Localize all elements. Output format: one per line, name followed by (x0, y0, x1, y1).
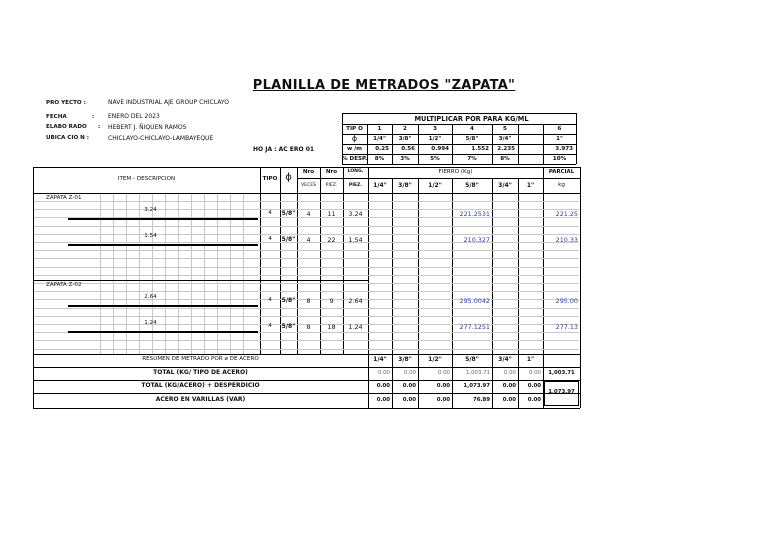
var-label: ACERO EN VARILLAS (VAR) (155, 396, 246, 403)
bar-sketch (68, 331, 258, 333)
resumen-col-header: 5/8" (465, 356, 479, 363)
long-header: LONG. (347, 169, 364, 174)
proyecto-label: PRO YECTO : (46, 100, 86, 106)
desp-cell: 0.00 (502, 383, 516, 389)
fierro-col-header: 1" (526, 182, 535, 189)
desp-cell: 5% (430, 156, 440, 162)
row-veces: 4 (306, 210, 311, 218)
page-title: PLANILLA DE METRADOS "ZAPATA" (252, 78, 516, 93)
total-cell: 0.00 (528, 370, 541, 376)
desp-sum: 1,073.97 (548, 389, 575, 395)
row-long: 3.24 (348, 210, 363, 218)
row-tipo: 4 (268, 236, 272, 242)
diam-cell: 3/4" (498, 136, 512, 142)
hoja-label: HO JA : AC ERO 01 (253, 146, 315, 153)
row-piezas: 9 (329, 297, 334, 305)
row-phi: 5/8" (281, 210, 296, 217)
tipo-cell: 1 (377, 126, 382, 132)
fecha-sep: : (92, 114, 95, 120)
bar-sketch (68, 244, 258, 246)
total-cell: 0.00 (503, 370, 516, 376)
resumen-col-header: 1" (526, 356, 535, 363)
group-title: ZAPATA Z-01 (46, 195, 82, 201)
row-long: 2.64 (348, 297, 363, 305)
row-phi: 5/8" (281, 236, 296, 243)
desp-label: TOTAL (KG/ACERO) + DESPERDICIO (141, 382, 260, 389)
var-cell: 0.00 (436, 397, 450, 403)
diam-cell: 1/2" (428, 136, 442, 142)
ubicacion-value: CHICLAYO-CHICLAYO-LAMBAYEQUE (108, 135, 214, 142)
row-parcial: 221.25 (555, 210, 578, 218)
desp-cell: 3% (400, 156, 410, 162)
parcial-sub: kg (558, 182, 565, 188)
row-tipo: 4 (268, 323, 272, 329)
fierro-col-header: 3/4" (498, 182, 512, 189)
elaborado-sep: : (98, 124, 101, 130)
resumen-title: RESUMEN DE METRADO POR ø DE ACERO (142, 356, 259, 362)
desp-cell: 10% (552, 156, 567, 162)
fierro-col-header: 1/2" (428, 182, 442, 189)
row-long: 1.24 (348, 323, 363, 331)
desp-cell: 1,073.97 (463, 383, 490, 389)
row-phi: 5/8" (281, 297, 296, 304)
ubicacion-label: UBICA CIO N : (46, 135, 90, 141)
resumen-col-header: 3/8" (398, 356, 412, 363)
bar-dimension: 2.64 (144, 294, 157, 300)
long-sub: PIEZ. (348, 183, 363, 188)
peso-cell: 3.973 (555, 146, 573, 152)
bar-dimension: 3.24 (144, 207, 157, 213)
desp-cell: 0.00 (402, 383, 416, 389)
desp-cell: 8% (374, 156, 385, 162)
desp-cell: 0.00 (527, 383, 541, 389)
peso-cell: 1.552 (471, 146, 489, 152)
elaborado-label: ELABO RADO (46, 124, 87, 130)
diam-cell: 1" (556, 136, 563, 142)
fecha-label: FECHA (46, 114, 67, 120)
total-cell: 1,003.71 (465, 370, 490, 376)
veces-sub: VECES (300, 183, 317, 188)
row-kg-5-8: 295.0042 (459, 297, 490, 305)
row-tipo: 4 (268, 210, 272, 216)
resumen-col-header: 3/4" (498, 356, 512, 363)
total-cell: 0.00 (377, 370, 390, 376)
peso-cell: 2.235 (497, 146, 515, 152)
bar-sketch (68, 218, 258, 220)
desp-cell: 0.00 (436, 383, 450, 389)
row-piezas: 11 (327, 210, 336, 218)
var-cell: 0.00 (527, 397, 541, 403)
fecha-value: ENERO DEL 2023 (108, 113, 160, 120)
fierro-col-header: 1/4" (373, 182, 387, 189)
row-veces: 8 (306, 323, 311, 331)
var-cell: 0.00 (502, 397, 516, 403)
desp-cell: 8% (500, 156, 510, 162)
diam-cell: 5/8" (465, 136, 479, 142)
proyecto-value: NAVE INDUSTRIAL AJE GROUP CHICLAYO (108, 99, 229, 106)
row-veces: 8 (306, 297, 311, 305)
row-piezas: 18 (327, 323, 336, 331)
fierro-col-header: 3/8" (398, 182, 412, 189)
row-tipo: 4 (268, 297, 272, 303)
row-piezas: 22 (327, 236, 336, 244)
piezas-sub: PIEZ. (325, 183, 338, 188)
desp-cell: 0.00 (376, 383, 390, 389)
resumen-col-header: 1/4" (373, 356, 387, 363)
diam-cell: 1/4" (373, 136, 386, 142)
desp-cell: 7% (467, 156, 477, 162)
row-kg-5-8: 277.1251 (459, 323, 490, 331)
tipo-cell: 5 (503, 126, 507, 132)
row-parcial: 295.00 (555, 297, 578, 305)
group-title: ZAPATA Z-02 (46, 282, 82, 288)
total-sum: 1,003.71 (548, 370, 575, 376)
row-veces: 4 (306, 236, 311, 244)
peso-cell: 0.56 (401, 146, 415, 152)
var-cell: 0.00 (376, 397, 390, 403)
bar-dimension: 1.54 (144, 233, 157, 239)
total-label: TOTAL (KG/ TIPO DE ACERO) (153, 369, 248, 376)
row-phi: 5/8" (281, 323, 296, 330)
tipo-header: TIPO (262, 176, 278, 182)
total-cell: 0.00 (403, 370, 416, 376)
phi-header: ϕ (285, 172, 292, 183)
resumen-col-header: 1/2" (428, 356, 442, 363)
tipo-cell: 2 (403, 126, 407, 132)
item-header: ITEM - DESCRIPCION (117, 176, 176, 182)
desp-row-label: % DESP. (342, 156, 368, 162)
total-cell: 0.00 (437, 370, 450, 376)
fierro-header: FIERRO (Kg) (438, 169, 473, 175)
fierro-col-header: 5/8" (465, 182, 479, 189)
peso-cell: 0.25 (375, 146, 389, 152)
piezas-header: Nro (325, 169, 338, 175)
elaborado-value: HEBERT J. ÑIQUEN RAMOS (108, 124, 187, 131)
tipo-cell: 4 (470, 126, 474, 132)
tipo-cell: 6 (557, 126, 562, 132)
peso-cell: 0.994 (431, 146, 449, 152)
veces-header: Nro (302, 169, 315, 175)
parcial-header: PARCIAL (548, 169, 575, 175)
row-kg-5-8: 221.2531 (459, 210, 490, 218)
var-cell: 0.00 (402, 397, 416, 403)
tipo-row-label: TIP O (346, 126, 363, 132)
peso-row-label: w /m (347, 146, 362, 152)
bar-dimension: 1.24 (144, 320, 157, 326)
row-parcial: 210.33 (555, 236, 578, 244)
diam-cell: 3/8" (398, 136, 412, 142)
tipo-cell: 3 (433, 126, 437, 132)
row-kg-5-8: 210.327 (463, 236, 490, 244)
row-parcial: 277.13 (555, 323, 578, 331)
row-long: 1.54 (348, 236, 363, 244)
multiplicar-title: MULTIPLICAR POR PARA KG/ML (414, 115, 529, 123)
diam-row-label: ϕ (351, 134, 358, 143)
var-cell: 76.89 (472, 397, 490, 403)
bar-sketch (68, 305, 258, 307)
